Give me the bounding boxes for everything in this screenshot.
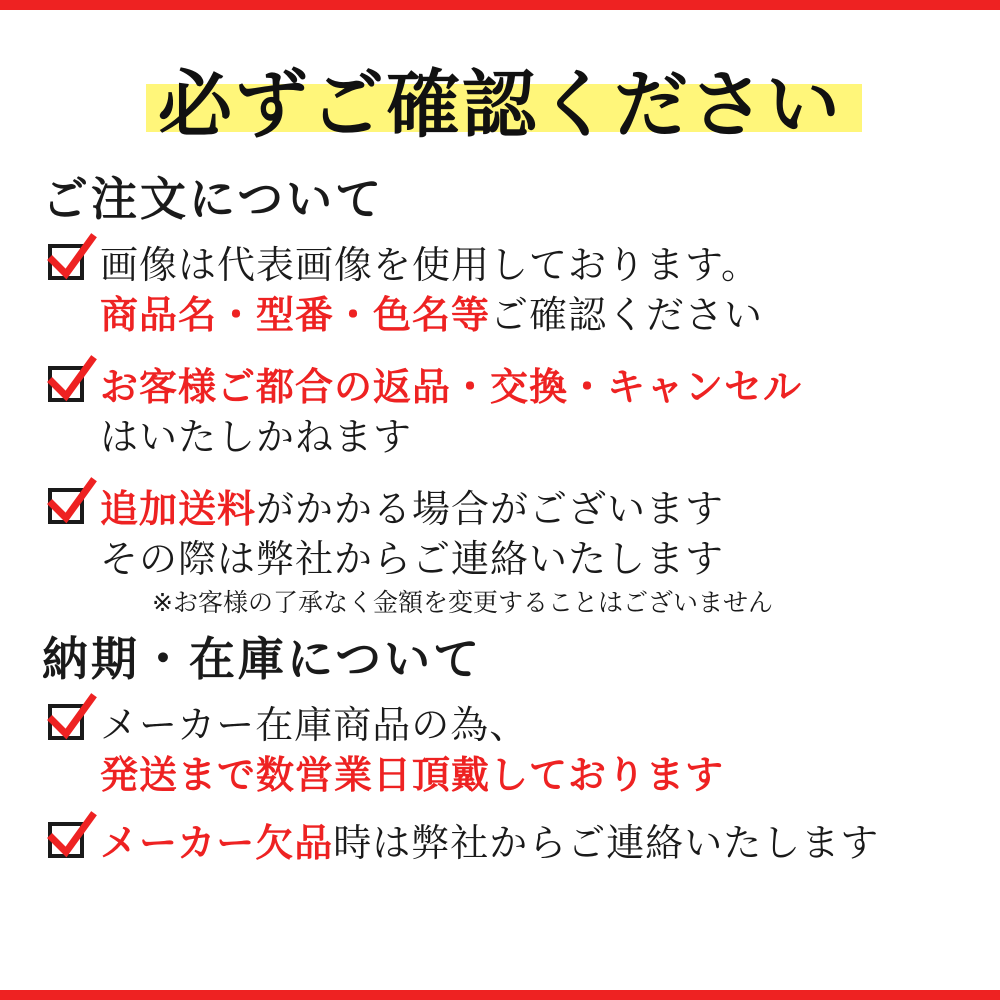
list-item-line: 画像は代表画像を使用しております。: [100, 243, 760, 287]
list-item-line: 発送まで数営業日頂戴しております: [100, 753, 725, 797]
list-item-line: [100, 484, 1000, 534]
list-item: [0, 700, 1000, 800]
checkbox-icon: [48, 366, 84, 402]
section-delivery: [0, 628, 1000, 868]
section-order: [0, 168, 1000, 622]
list-item: [0, 362, 1000, 462]
list-item-note: ※お客様の了承なく金額を変更することはございません: [152, 588, 773, 617]
normal-text: 時は弊社からご連絡いたします: [333, 821, 880, 865]
list-item: [0, 240, 1000, 340]
checkbox-icon: [48, 244, 84, 280]
normal-text: がかかる場合がございます: [256, 487, 725, 531]
list-item-line: はいたしかねます: [100, 415, 413, 459]
list-item: [0, 484, 1000, 622]
checkbox-icon: [48, 704, 84, 740]
checkbox-icon: [48, 822, 84, 858]
section-heading-order: ご注文について: [42, 172, 385, 226]
list-item-line: その際は弊社からご連絡いたします: [100, 537, 725, 581]
checkbox-icon: [48, 488, 84, 524]
emphasis-text: 追加送料: [100, 487, 257, 531]
list-item-line: [100, 290, 1000, 340]
page-title: 必ずご確認ください: [158, 62, 842, 148]
normal-text: ご確認ください: [490, 293, 764, 337]
page-title-area: [0, 34, 1000, 162]
emphasis-text: 商品名・型番・色名等: [100, 293, 491, 337]
list-item-line: お客様ご都合の返品・交換・キャンセル: [100, 365, 803, 409]
emphasis-text: メーカー欠品: [100, 821, 334, 865]
list-item-line: メーカー在庫商品の為、: [100, 703, 529, 747]
section-heading-delivery: 納期・在庫について: [42, 632, 483, 686]
list-item: [0, 818, 1000, 868]
list-item-line: [100, 818, 1000, 868]
